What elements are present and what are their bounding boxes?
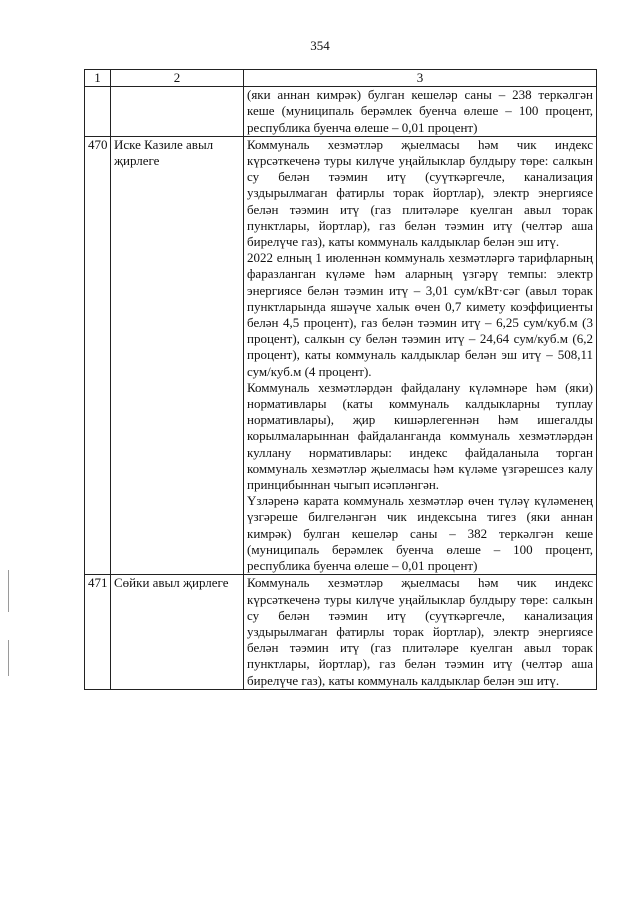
column-header: 3 [244, 70, 597, 87]
settlement-name: Сөйки авыл җирлеге [111, 575, 244, 689]
table-row [85, 575, 597, 689]
scan-edge-mark [8, 570, 9, 612]
description-paragraph: 2022 елның 1 июленнән коммуналь хезмәтләргә тарифларның фаразланган күләме һәм аларның үзгәрү темпы: электр энергиясе белән тәэмин итү – 3,01 сум/кВт·сәг (авыл торак пунктларында яшәүче халык өчен 0,7 кимету коэффициенты белән 4,5 процент), газ белән тәэмин итү – 6,25 сум/куб.м (3 процент), салкын су белән тәэмин итү – 24,64 сум/куб.м (6,2 процент), каты коммуналь калдыклар белән эш итү – 508,11 сум/куб.м (4 процент). [247, 250, 593, 379]
table-row [85, 87, 597, 137]
description-paragraph: Үзләренә карата коммуналь хезмәтләр өчен түләү күләменең үзгәреше билгеләнгән чик индексына тигез (яки аннан кимрәк) булган кешеләр саны – 382 теркәлгән кеше (муниципаль берәмлек буенча өлеше – 100 процент, республика буенча өлеше – 0,01 процент) [247, 493, 593, 574]
column-header: 2 [111, 70, 244, 87]
description-cell [244, 136, 597, 574]
scan-edge-mark [8, 640, 9, 676]
description-paragraph: Коммуналь хезмәтләр җыелмасы һәм чик индекс күрсәткеченә туры килүче уңайлыклар булдыру төре: салкын су белән тәэмин итү (суүткәргечле, канализация уздырылмаган фатирлы торак йортлар), электр энергиясе белән тәэмин итү (газ плитәләре куелган авыл торак пунктлары, йортлар), газ белән тәэмин итү (челтәр аша бирелүче газ), каты коммуналь калдыклар белән эш итү. [247, 575, 593, 688]
column-header: 1 [85, 70, 111, 87]
description-paragraph: (яки аннан кимрәк) булган кешеләр саны – 238 теркәлгән кеше (муниципаль берәмлек буенча өлеше – 100 процент, республика буенча өлеше – 0,01 процент) [247, 87, 593, 135]
table-header-row [85, 70, 597, 87]
description-cell [244, 575, 597, 689]
row-number: 471 [85, 575, 111, 689]
description-paragraph: Коммуналь хезмәтләр җыелмасы һәм чик индекс күрсәткеченә туры килүче уңайлыклар булдыру төре: салкын су белән тәэмин итү (суүткәргечле, канализация уздырылмаган фатирлы торак йортлар), электр энергиясе белән тәэмин итү (газ плитәләре куелган авыл торак пунктлары, йортлар), газ белән тәэмин итү (челтәр аша бирелүче газ), каты коммуналь калдыклар белән эш итү. [247, 136, 593, 250]
settlement-name [111, 87, 244, 137]
row-number: 470 [85, 136, 111, 574]
description-paragraph: Коммуналь хезмәтләрдән файдалану күләмнәре һәм (яки) нормативлары (каты коммуналь калдыкларны туплау нормативлары), җир кишәрлегеннән һәм ишегалды корылмаларыннан файдаланганда коммуналь хезмәтләрдән куллану нормативлары: индекс файдаланыла торган коммуналь хезмәтләр җыелмасы һәм күләме үзгәрешсез калу принцибыннан чыгып исәпләнгән. [247, 379, 593, 493]
description-cell [244, 87, 597, 137]
settlement-name: Иске Казиле авыл җирлеге [111, 136, 244, 574]
page-number: 354 [310, 38, 330, 53]
row-number [85, 87, 111, 137]
document-table [84, 69, 597, 690]
table-row [85, 136, 597, 574]
